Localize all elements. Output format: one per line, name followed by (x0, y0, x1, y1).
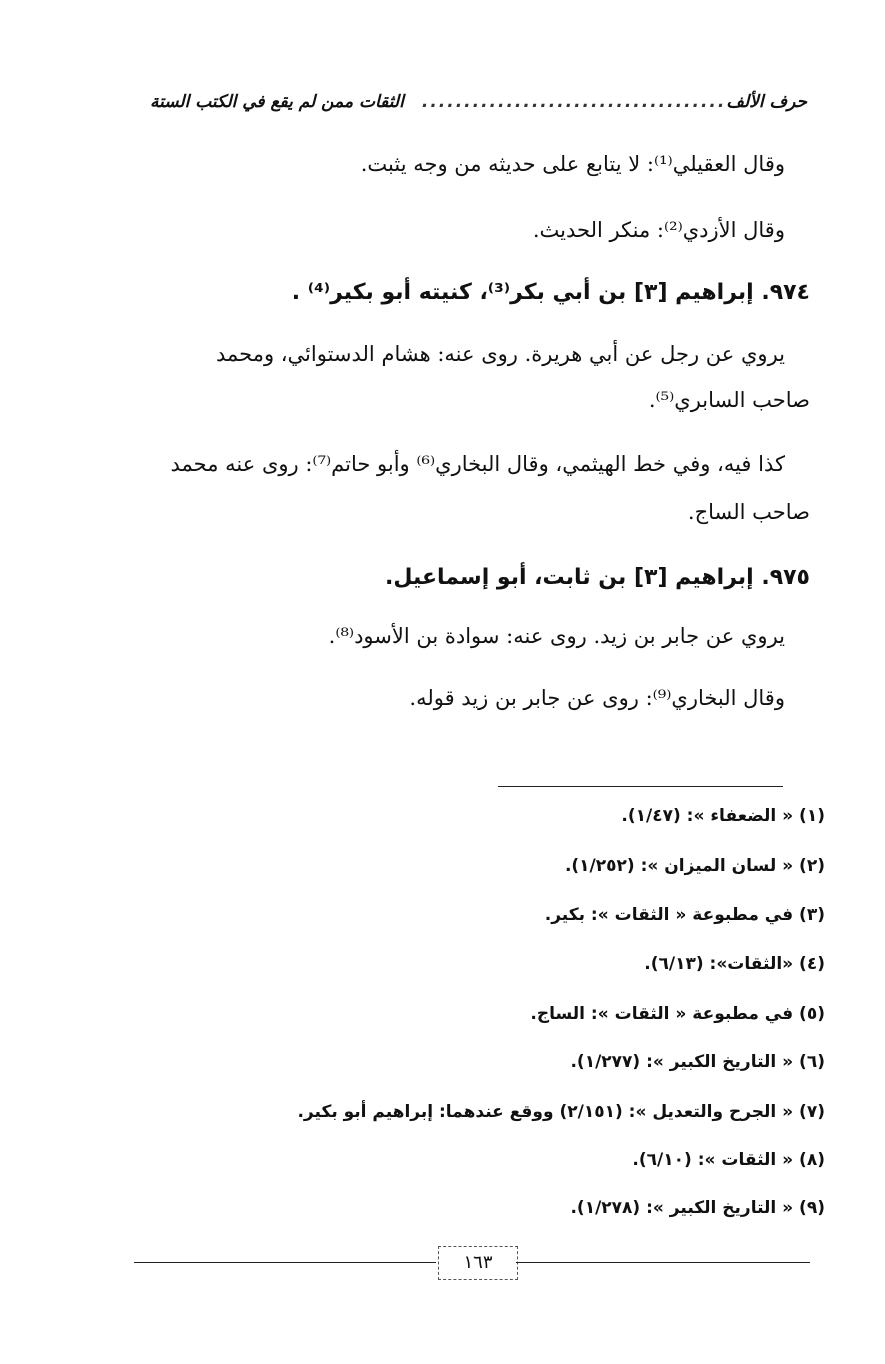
bottom-rule-left (134, 1262, 436, 1263)
body-line: وقال الأزدي⁽²⁾: منكر الحديث. (532, 218, 785, 242)
body-line: كذا فيه، وفي خط الهيثمي، وقال البخاري⁽⁶⁾ وأبو حاتم⁽⁷⁾: روى عنه محمد (170, 452, 785, 476)
footnote: (١) « الضعفاء »: (١/٤٧). (621, 806, 825, 826)
body-line: يروي عن جابر بن زيد. روى عنه: سوادة بن الأسود⁽⁸⁾. (328, 624, 785, 648)
body-line: يروي عن رجل عن أبي هريرة. روى عنه: هشام الدستوائي، ومحمد (215, 342, 785, 366)
body-line: وقال العقيلي⁽¹⁾: لا يتابع على حديثه من وجه يثبت. (360, 152, 785, 176)
footnote: (٢) « لسان الميزان »: (١/٢٥٢). (564, 856, 825, 876)
footnote: (٨) « الثقات »: (٦/١٠). (632, 1150, 825, 1170)
body-line: وقال البخاري⁽⁹⁾: روى عن جابر بن زيد قوله. (409, 686, 785, 710)
header-chapter-title: حرف الألف (726, 92, 807, 112)
footnote: (٦) « التاريخ الكبير »: (١/٢٧٧). (570, 1052, 825, 1072)
footnote: (٤) «الثقات»: (٦/١٣). (644, 954, 825, 974)
footnote: (٥) في مطبوعة « الثقات »: الساج. (530, 1004, 825, 1024)
footnote: (٣) في مطبوعة « الثقات »: بكير. (544, 905, 825, 925)
header-book-title: الثقات ممن لم يقع في الكتب الستة (150, 92, 404, 112)
footnote-separator (498, 786, 783, 787)
body-line: صاحب الساج. (687, 500, 810, 524)
header-leader-dots: .................................... (421, 92, 727, 112)
bottom-rule-right (516, 1262, 810, 1263)
entry-heading-974: ٩٧٤. إبراهيم [٣] بن أبي بكر⁽³⁾، كنيته أبو بكير⁽⁴⁾ . (291, 280, 810, 305)
entry-heading-975: ٩٧٥. إبراهيم [٣] بن ثابت، أبو إسماعيل. (385, 565, 810, 590)
footnote: (٧) « الجرح والتعديل »: (٢/١٥١) ووقع عندهما: إبراهيم أبو بكير. (297, 1102, 825, 1122)
body-line: صاحب السابري⁽⁵⁾. (648, 388, 810, 412)
page-number: ١٦٣ (438, 1246, 518, 1280)
footnote: (٩) « التاريخ الكبير »: (١/٢٧٨). (570, 1198, 825, 1218)
running-header (150, 92, 807, 112)
